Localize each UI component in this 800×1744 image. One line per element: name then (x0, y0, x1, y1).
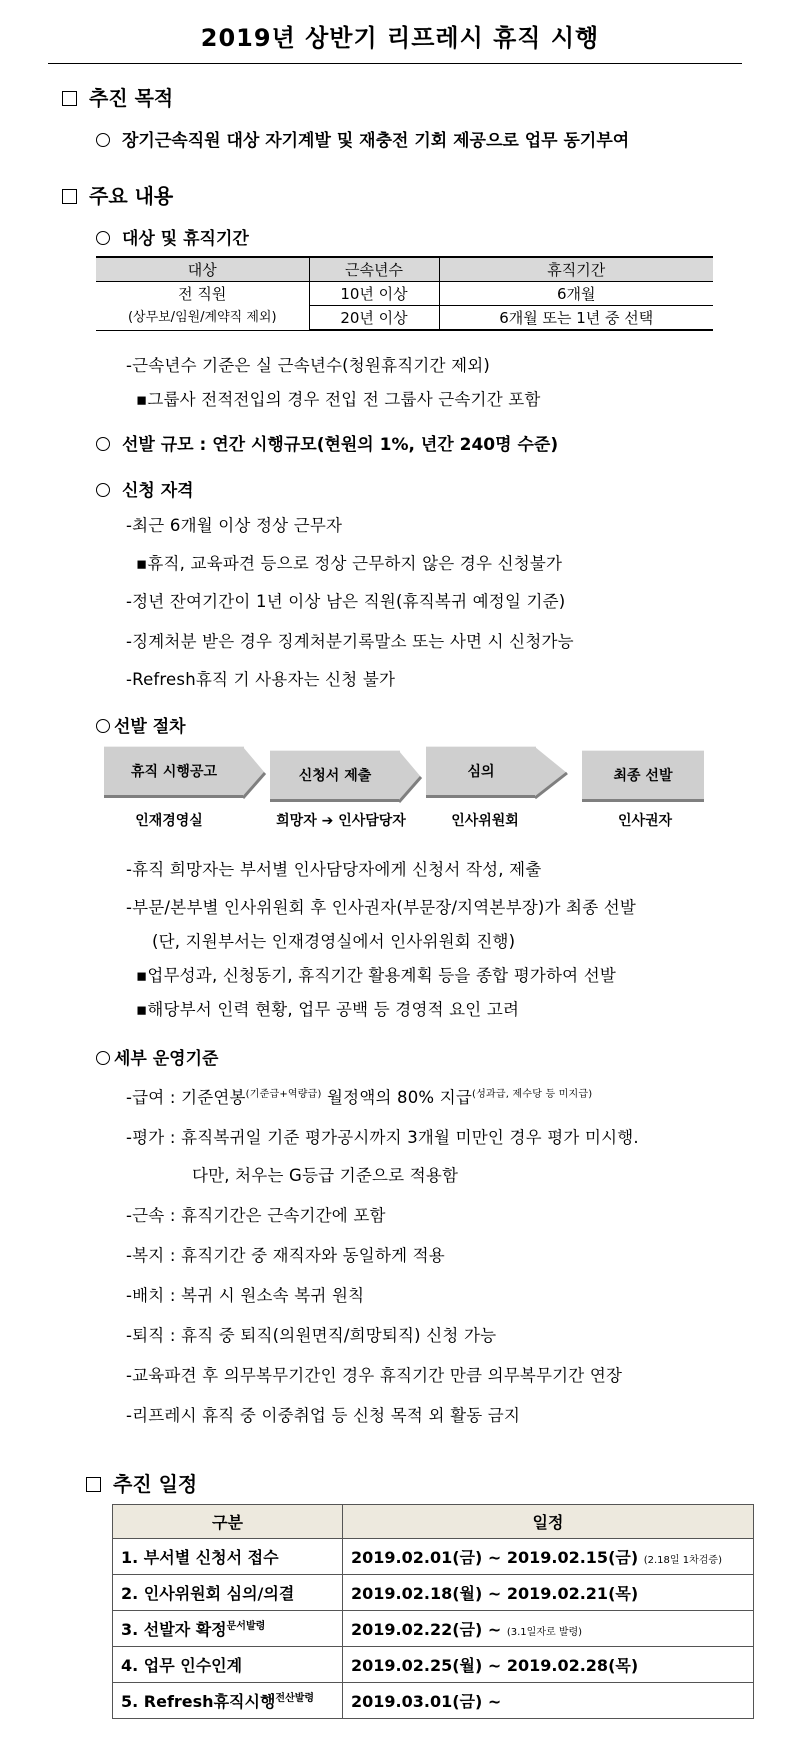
operation-line: -평가 : 휴직복귀일 기준 평가공시까지 3개월 미만인 경우 평가 미시행. (126, 1128, 639, 1147)
procedure-line: ▪해당부서 인력 현황, 업무 공백 등 경영적 요인 고려 (136, 1000, 520, 1019)
years-cell: 20년 이상 (309, 306, 439, 331)
table-row (113, 1611, 754, 1647)
flow-owner: 인사위원회 (451, 813, 519, 829)
table-row (113, 1647, 754, 1683)
table-header-cell: 구분 (113, 1505, 343, 1539)
table-row (96, 281, 713, 306)
table-row (113, 1539, 754, 1575)
target-line: 전 직원 (178, 284, 227, 303)
operation-line: -퇴직 : 휴직 중 퇴직(의원면직/희망퇴직) 신청 가능 (126, 1326, 497, 1345)
flow-arrow-icon (399, 750, 423, 805)
salary-line (126, 1084, 592, 1108)
flow-step-final: 최종 선발 (582, 750, 704, 802)
circle-bullet-icon (96, 231, 110, 245)
operation-line: -리프레시 휴직 중 이중취업 등 신청 목적 외 활동 금지 (126, 1406, 521, 1425)
subheading-procedure: 선발 절차 (96, 712, 186, 737)
table-header-row (113, 1505, 754, 1539)
procedure-line: (단, 지원부서는 인재경영실에서 인사위원회 진행) (152, 932, 516, 951)
circle-bullet-icon (96, 483, 110, 497)
flow-step-review: 심의 (426, 746, 536, 798)
square-bullet-icon (62, 91, 77, 106)
subheading-eligibility: 신청 자격 (96, 476, 194, 501)
salary-text: -급여 : 기준연봉 (126, 1088, 246, 1107)
subheading-scale: 선발 규모 : 연간 시행규모(현원의 1%, 년간 240명 수준) (96, 430, 558, 455)
schedule-date: 2019.02.18(월) ~ 2019.02.21(목) (343, 1575, 754, 1611)
circle-bullet-icon (96, 719, 110, 733)
schedule-item: 2. 인사위원회 심의/의결 (113, 1575, 343, 1611)
flow-arrow-icon (535, 746, 569, 801)
flow-owner: 인사권자 (617, 813, 673, 829)
procedure-line: -부문/본부별 인사위원회 후 인사권자(부문장/지역본부장)가 최종 선발 (126, 898, 637, 917)
target-note: -근속년수 기준은 실 근속년수(청원휴직기간 제외) (126, 356, 490, 375)
operation-line: -근속 : 휴직기간은 근속기간에 포함 (126, 1206, 386, 1225)
flow-step-announce: 휴직 시행공고 (104, 746, 244, 798)
period-cell: 6개월 (439, 281, 713, 306)
procedure-line: -휴직 희망자는 부서별 인사담당자에게 신청서 작성, 제출 (126, 860, 542, 879)
table-row (113, 1575, 754, 1611)
years-cell: 10년 이상 (309, 281, 439, 306)
section-heading-schedule: 추진 일정 (86, 1468, 197, 1497)
eligibility-line: -Refresh휴직 기 사용자는 신청 불가 (126, 670, 396, 689)
operation-line: -교육파견 후 의무복무기간인 경우 휴직기간 만큼 의무복무기간 연장 (126, 1366, 623, 1385)
square-bullet-icon (62, 189, 77, 204)
schedule-date: 2019.02.25(월) ~ 2019.02.28(목) (343, 1647, 754, 1683)
schedule-note: (2.18일 1차검증) (643, 1555, 722, 1566)
schedule-item-superscript: 문서발령 (226, 1621, 266, 1632)
subheading-operation: 세부 운영기준 (96, 1044, 218, 1069)
table-header-cell: 근속년수 (309, 257, 439, 281)
schedule-date: 2019.03.01(금) ~ (343, 1683, 754, 1719)
eligibility-line: -징계처분 받은 경우 징계처분기록말소 또는 사면 시 신청가능 (126, 632, 574, 651)
table-header-cell: 휴직기간 (439, 257, 713, 281)
square-bullet-icon (86, 1477, 101, 1492)
table-header-cell: 대상 (96, 257, 309, 281)
eligibility-line: -정년 잔여기간이 1년 이상 남은 직원(휴직복귀 예정일 기준) (126, 592, 566, 611)
section-heading-purpose: 추진 목적 (62, 82, 173, 111)
flow-step-submit: 신청서 제출 (270, 750, 400, 802)
table-header-row (96, 257, 713, 281)
schedule-table (112, 1504, 754, 1719)
schedule-note: (3.1일자로 발령) (506, 1627, 583, 1638)
operation-line: -복지 : 휴직기간 중 재직자와 동일하게 적용 (126, 1246, 445, 1265)
title-divider (48, 63, 742, 64)
operation-line: 다만, 처우는 G등급 기준으로 적용함 (192, 1166, 459, 1185)
period-cell: 6개월 또는 1년 중 선택 (439, 306, 713, 331)
operation-line: -배치 : 복귀 시 원소속 복귀 원칙 (126, 1286, 365, 1305)
purpose-bullet: 장기근속직원 대상 자기계발 및 재충전 기회 제공으로 업무 동기부여 (96, 126, 629, 151)
salary-superscript: (성과급, 제수당 등 미지급) (472, 1089, 593, 1100)
eligibility-line: ▪휴직, 교육파견 등으로 정상 근무하지 않은 경우 신청불가 (136, 554, 563, 573)
table-header-cell: 일정 (343, 1505, 754, 1539)
circle-bullet-icon (96, 437, 110, 451)
section-heading-content: 주요 내용 (62, 180, 173, 209)
page-title: 2019년 상반기 리프레시 휴직 시행 (200, 24, 600, 52)
schedule-item-superscript: 전산발령 (275, 1693, 315, 1704)
target-note: ▪그룹사 전적전입의 경우 전입 전 그룹사 근속기간 포함 (136, 390, 541, 409)
salary-text: 월정액의 80% 지급 (321, 1088, 473, 1107)
flow-arrow-icon (243, 746, 267, 801)
schedule-date: 2019.02.01(금) ~ 2019.02.15(금) (2.18일 1차검증) (343, 1539, 754, 1575)
flow-owner: 희망자 ➔ 인사담당자 (276, 813, 406, 829)
table-row (113, 1683, 754, 1719)
schedule-item: 4. 업무 인수인계 (113, 1647, 343, 1683)
target-table (96, 256, 713, 331)
subheading-target: 대상 및 휴직기간 (96, 224, 249, 249)
schedule-item: 1. 부서별 신청서 접수 (113, 1539, 343, 1575)
schedule-item: 3. 선발자 확정$^{문서발령}$ (113, 1611, 343, 1647)
circle-bullet-icon (96, 1051, 110, 1065)
flow-owner: 인재경영실 (135, 813, 203, 829)
schedule-date: 2019.02.22(금) ~ (3.1일자로 발령) (343, 1611, 754, 1647)
procedure-line: ▪업무성과, 신청동기, 휴직기간 활용계획 등을 종합 평가하여 선발 (136, 966, 617, 985)
salary-superscript: (기준급+역량급) (245, 1089, 322, 1100)
eligibility-line: -최근 6개월 이상 정상 근무자 (126, 516, 343, 535)
target-exclusion: (상무보/임원/계약직 제외) (127, 309, 277, 325)
circle-bullet-icon (96, 133, 110, 147)
target-cell (96, 281, 309, 330)
schedule-item: 5. Refresh휴직시행$^{전산발령}$ (113, 1683, 343, 1719)
